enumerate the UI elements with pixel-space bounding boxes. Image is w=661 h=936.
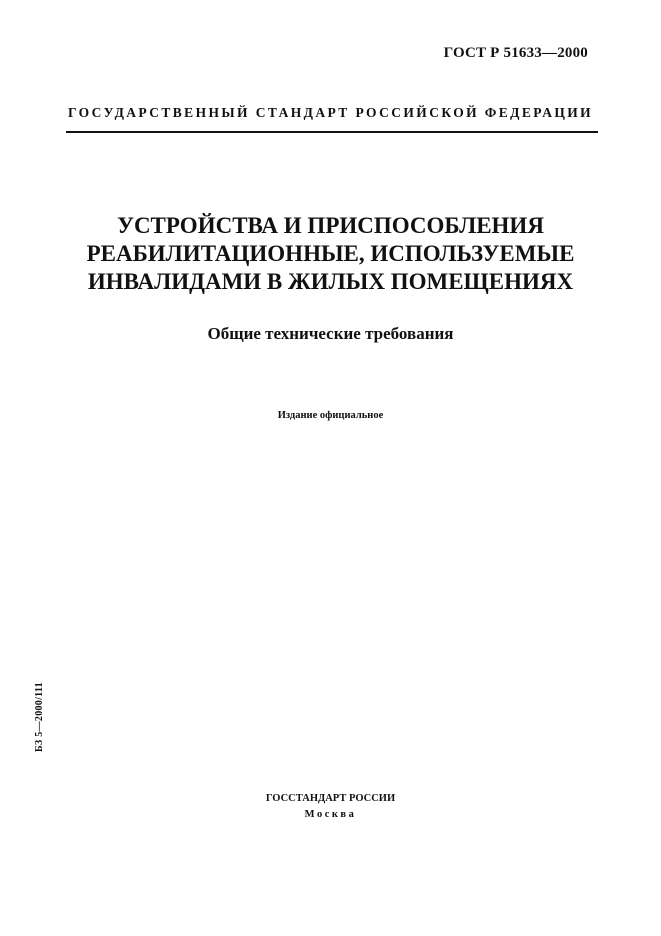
title-line-2: РЕАБИЛИТАЦИОННЫЕ, ИСПОЛЬЗУЕМЫЕ xyxy=(86,241,575,266)
title-line-1: УСТРОЙСТВА И ПРИСПОСОБЛЕНИЯ xyxy=(117,213,544,238)
edition-note: Издание официальное xyxy=(277,410,384,421)
side-catalog-code: БЗ 5—2000/111 xyxy=(34,682,45,752)
gost-number: ГОСТ Р 51633—2000 xyxy=(443,45,588,61)
state-standard-heading: ГОСУДАРСТВЕННЫЙ СТАНДАРТ РОССИЙСКОЙ ФЕДЕРАЦИИ xyxy=(67,105,594,120)
title-line-3: ИНВАЛИДАМИ В ЖИЛЫХ ПОМЕЩЕНИЯХ xyxy=(87,269,574,294)
header-rule xyxy=(66,131,598,133)
document-title xyxy=(0,212,661,296)
publisher: ГОССТАНДАРТ РОССИИ xyxy=(265,793,396,804)
document-subtitle: Общие технические требования xyxy=(207,324,454,343)
publication-city: Москва xyxy=(304,809,357,820)
